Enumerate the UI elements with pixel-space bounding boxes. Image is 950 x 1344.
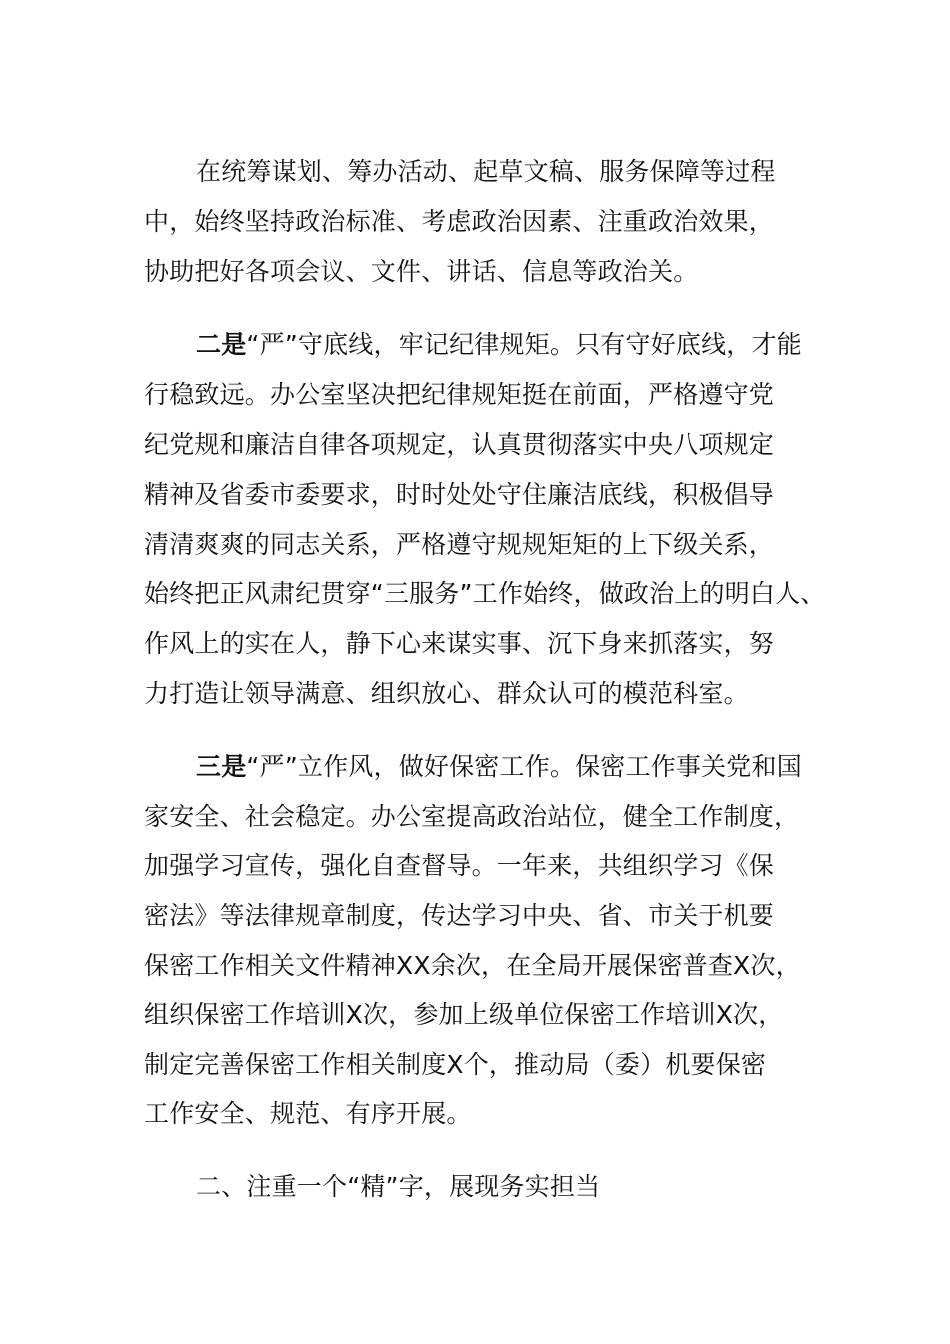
paragraph-2-lead: 二是 — [196, 330, 247, 359]
paragraph-2-line-4: 精神及省委市委要求，时时处处守住廉洁底线，积极倡导 — [144, 480, 775, 509]
paragraph-1-line-2: 中，始终坚持政治标准、考虑政治因素、注重政治效果， — [144, 207, 775, 236]
paragraph-2-line-5: 清清爽爽的同志关系，严格遵守规规矩矩的上下级关系， — [144, 530, 775, 559]
paragraph-3-line-1-rest: “严”立作风，做好保密工作。保密工作事关党和国 — [246, 752, 802, 781]
paragraph-2-line-3: 纪党规和廉洁自律各项规定，认真贯彻落实中央八项规定 — [144, 430, 775, 459]
paragraph-1-line-1: 在统筹谋划、筹办活动、起草文稿、服务保障等过程 — [196, 157, 776, 186]
paragraph-1-line-3: 协助把好各项会议、文件、讲话、信息等政治关。 — [144, 257, 699, 286]
paragraph-2-line-2: 行稳致远。办公室坚决把纪律规矩挺在前面，严格遵守党 — [144, 380, 775, 409]
paragraph-3-line-3: 加强学习宣传，强化自查督导。一年来，共组织学习《保 — [144, 851, 775, 880]
paragraph-3-line-2: 家安全、社会稳定。办公室提高政治站位，健全工作制度， — [144, 802, 800, 831]
paragraph-3-line-7: 制定完善保密工作相关制度X个，推动局（委）机要保密 — [144, 1050, 767, 1079]
paragraph-3-line-4: 密法》等法律规章制度，传达学习中央、省、市关于机要 — [144, 901, 775, 930]
paragraph-3-line-6: 组织保密工作培训X次，参加上级单位保密工作培训X次， — [144, 1000, 784, 1029]
paragraph-2-line-7: 作风上的实在人，静下心来谋实事、沉下身来抓落实，努 — [144, 629, 775, 658]
paragraph-2-line-8: 力打造让领导满意、组织放心、群众认可的模范科室。 — [144, 679, 749, 708]
paragraph-3-line-1 — [196, 750, 802, 784]
section-heading: 二、注重一个“精”字，展现务实担当 — [196, 1172, 601, 1201]
paragraph-2-line-1 — [196, 328, 802, 362]
paragraph-2-line-6: 始终把正风肃纪贯穿“三服务”工作始终，做政治上的明白人、 — [144, 579, 826, 608]
paragraph-3-line-5: 保密工作相关文件精神XX余次，在全局开展保密普查X次， — [144, 951, 801, 980]
paragraph-3-line-8: 工作安全、规范、有序开展。 — [144, 1099, 472, 1128]
paragraph-3-lead: 三是 — [196, 752, 247, 781]
paragraph-2-line-1-rest: “严”守底线，牢记纪律规矩。只有守好底线，才能 — [246, 330, 802, 359]
